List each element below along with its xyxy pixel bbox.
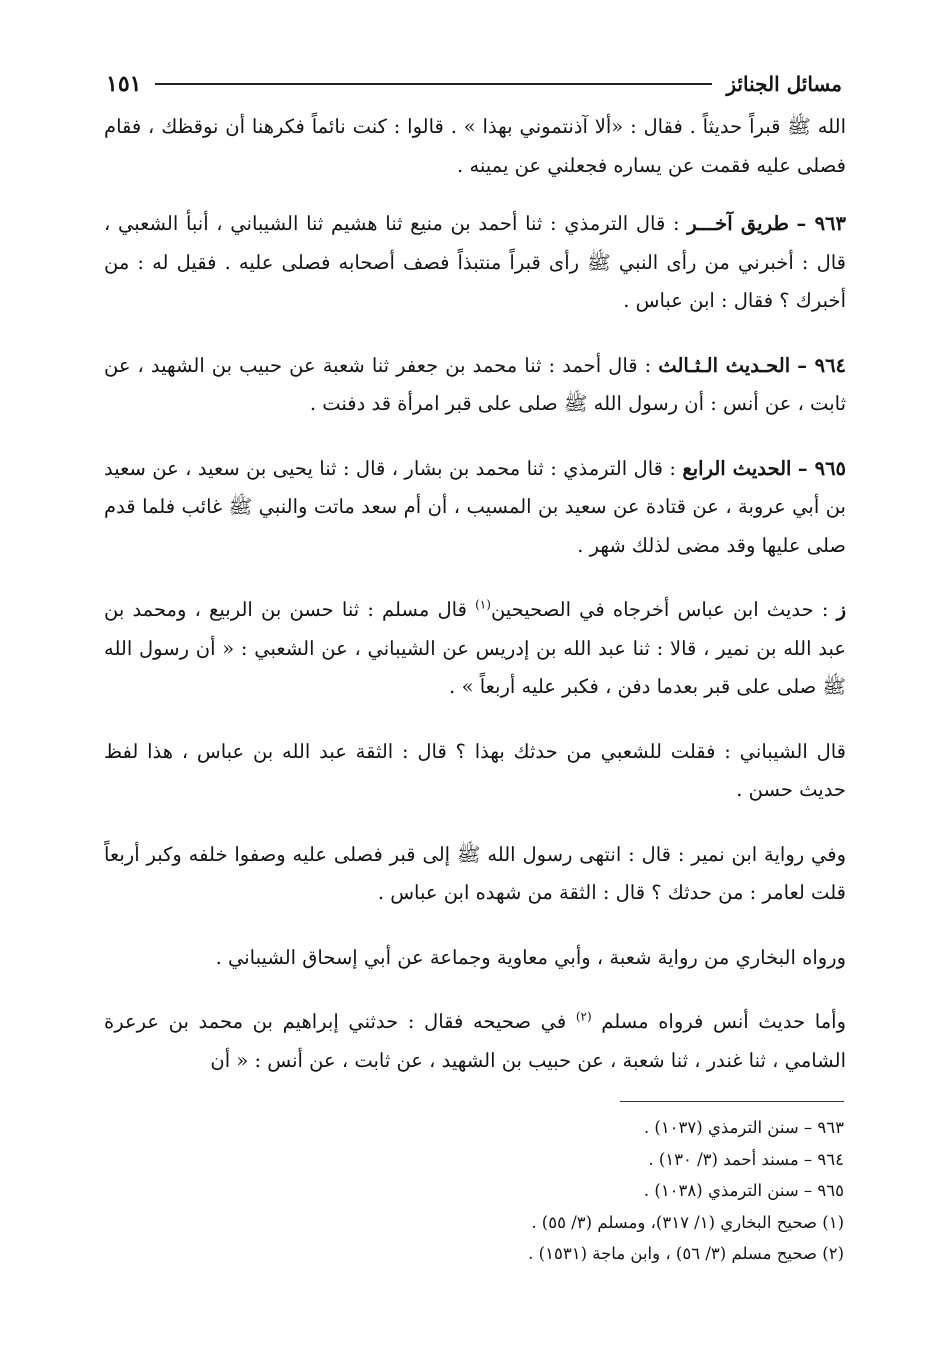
hadith-965	[104, 450, 846, 566]
hadith-963	[104, 205, 846, 321]
hadith-964	[104, 347, 846, 424]
footnote-ref-1[interactable]: (١)	[475, 597, 491, 612]
footnote-separator	[620, 1101, 844, 1102]
hadith-number: ٩٦٥ –	[797, 456, 847, 480]
commentary-text: قال مسلم : ثنا حسن بن الربيع ، ومحمد بن عبد الله بن نمير ، قالا : ثنا عبد الله بن إدريس عن الشيباني ، عن الشعبي : « أن رسول الله ﷺ صلى على قبر بعدما دفن ، فكبر عليه أربعاً » .	[104, 598, 846, 698]
page-body	[104, 108, 846, 1106]
footnotes	[300, 1112, 844, 1270]
chapter-title: مسائل الجنائز	[726, 72, 842, 96]
page-number: ١٥١	[106, 71, 142, 97]
hadith-heading: طريق آخـــر	[687, 212, 789, 235]
hadith-text: : قال الترمذي : ثنا أحمد بن منيع ثنا هشيم ثنا الشيباني ، أنبأ الشعبي ، قال : أخبرني من رأى النبي ﷺ رأى قبراً منتبذاً فصف أصحابه فصلى عليه . فقيل له : من أخبرك ؟ فقال : ابن عباس .	[104, 212, 846, 312]
footnote: ٩٦٥ – سنن الترمذي (١٠٣٨) .	[643, 1181, 844, 1200]
hadith-text: : قال الترمذي : ثنا محمد بن بشار ، قال : ثنا يحيى بن سعيد ، عن سعيد بن أبي عروبة ، عن قتادة عن سعيد بن المسيب ، أن أم سعد ماتت والنبي ﷺ غائب فلما قدم صلى عليها وقد مضى لذلك شهر .	[104, 456, 846, 557]
body-paragraph	[104, 1003, 846, 1080]
paragraph-text: وأما حديث أنس فرواه مسلم	[591, 1010, 846, 1033]
body-paragraph	[104, 733, 846, 810]
hadith-heading: الحـديث الـثـالث	[658, 353, 791, 377]
footnote: (٢) صحيح مسلم (٣/ ٥٦) ، وابن ماجة (١٥٣١) .	[528, 1244, 844, 1263]
hadith-heading: الحديث الرابع	[682, 456, 792, 480]
footnote-ref-2[interactable]: (٢)	[575, 1009, 592, 1024]
zay-commentary	[104, 591, 846, 707]
paragraph-text: ورواه البخاري من رواية شعبة ، وأبي معاوية وجماعة عن أبي إسحاق الشيباني .	[215, 945, 846, 969]
body-paragraph	[104, 939, 846, 978]
paragraph-text: قال الشيباني : فقلت للشعبي من حدثك بهذا ؟ قال : الثقة عبد الله بن عباس ، هذا لفظ حديث حسن .	[104, 739, 846, 801]
hadith-text: : قال أحمد : ثنا محمد بن جعفر ثنا شعبة عن حبيب بن الشهيد ، عن ثابت ، عن أنس : أن رسول الله ﷺ صلى على قبر امرأة قد دفنت .	[104, 353, 846, 415]
running-header	[106, 64, 842, 104]
header-rule	[155, 83, 712, 85]
paragraph-continued	[104, 108, 846, 185]
footnote: (١) صحيح البخاري (١/ ٣١٧)، ومسلم (٣/ ٥٥) .	[531, 1212, 844, 1232]
paragraph-text: في صحيحه فقال : حدثني إبراهيم بن محمد بن عرعرة الشامي ، ثنا غندر ، ثنا شعبة ، عن حبيب بن الشهيد ، عن ثابت ، عن أنس : « أن	[104, 1010, 846, 1072]
footnote: ٩٦٤ – مسند أحمد (٣/ ١٣٠) .	[648, 1149, 844, 1169]
paragraph-text: وفي رواية ابن نمير : قال : انتهى رسول الله ﷺ إلى قبر فصلى عليه وصفوا خلفه وكبر أربعاً قلت لعامر : من حدثك ؟ قال : الثقة من شهده ابن عباس .	[104, 842, 846, 904]
paragraph-text: الله ﷺ قبراً حديثاً . فقال : «ألا آذنتموني بهذا » . قالوا : كنت نائماً فكرهنا أن نوقظك ، فقام فصلى عليه فقمت عن يساره فجعلني عن يمينه .	[104, 115, 846, 177]
hadith-number: ٩٦٣ –	[796, 212, 846, 235]
footnote: ٩٦٣ – سنن الترمذي (١٠٣٧) .	[643, 1118, 844, 1137]
commentary-text: : حديث ابن عباس أخرجاه في الصحيحين	[490, 598, 837, 621]
zay-marker: ز	[836, 598, 846, 621]
body-paragraph	[104, 836, 846, 913]
hadith-number: ٩٦٤ –	[797, 353, 847, 377]
